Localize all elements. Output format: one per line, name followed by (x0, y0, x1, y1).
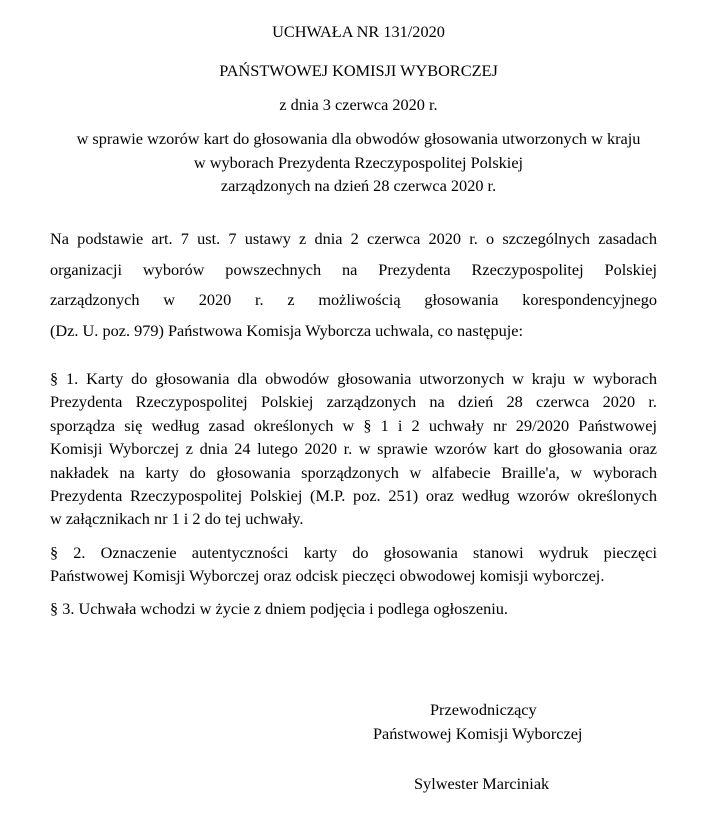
resolution-date: z dnia 3 czerwca 2020 r. (279, 95, 438, 114)
section-line: § 1. Karty do głosowania dla obwodów głosowania utworzonych w kraju w wyborach (50, 369, 657, 388)
signature-role: Przewodniczący (430, 700, 537, 719)
section-line: nakładek na karty do głosowania sporządzonych w alfabecie Braille'a, w wyborach (50, 462, 657, 482)
section-line: w załącznikach nr 1 i 2 do tej uchwały. (50, 509, 304, 529)
signature-name: Sylwester Marciniak (414, 774, 550, 793)
preamble-line: Na podstawie art. 7 ust. 7 ustawy z dnia 2 czerwca 2020 r. o szczególnych zasadach (50, 229, 657, 248)
section-2 (50, 541, 657, 588)
preamble-line: (Dz. U. poz. 979) Państwowa Komisja Wyborcza uchwala, co następuje: (50, 320, 523, 340)
section-line: sporządza się według zasad określonych w § 1 i 2 uchwały nr 29/2020 Państwowej (50, 415, 657, 435)
preamble-line: organizacji wyborów powszechnych na Prezydenta Rzeczypospolitej Polskiej (50, 259, 657, 279)
section-3 (50, 597, 657, 620)
section-1 (50, 367, 657, 531)
preamble-line: zarządzonych w 2020 r. z możliwością głosowania korespondencyjnego (50, 290, 657, 309)
preamble (50, 224, 657, 346)
section-line: Państwowej Komisji Wyborczej oraz odcisk pieczęci obwodowej komisji wyborczej. (50, 566, 605, 586)
subject-line: w sprawie wzorów kart do głosowania dla obwodów głosowania utworzonych w kraju (76, 129, 641, 148)
subject-line: zarządzonych na dzień 28 czerwca 2020 r. (220, 176, 497, 195)
resolution-title: UCHWAŁA NR 131/2020 (272, 22, 445, 41)
authority-name: PAŃSTWOWEJ KOMISJI WYBORCZEJ (219, 61, 498, 80)
section-line: Komisji Wyborczej z dnia 24 lutego 2020 r. w sprawie wzorów kart do głosowania oraz (50, 439, 657, 459)
section-line: § 2. Oznaczenie autentyczności karty do głosowania stanowi wydruk pieczęci (50, 543, 657, 562)
section-line: Prezydenta Rzeczypospolitej Polskiej (M.P. poz. 251) oraz według wzorów określonych (50, 486, 657, 506)
signature-body: Państwowej Komisji Wyborczej (373, 724, 583, 743)
subject-line: w wyborach Prezydenta Rzeczypospolitej Polskiej (193, 153, 524, 172)
section-line: Prezydenta Rzeczypospolitej Polskiej zarządzonych na dzień 28 czerwca 2020 r. (50, 392, 657, 412)
section-line: § 3. Uchwała wchodzi w życie z dniem podjęcia i podlega ogłoszeniu. (50, 599, 508, 618)
